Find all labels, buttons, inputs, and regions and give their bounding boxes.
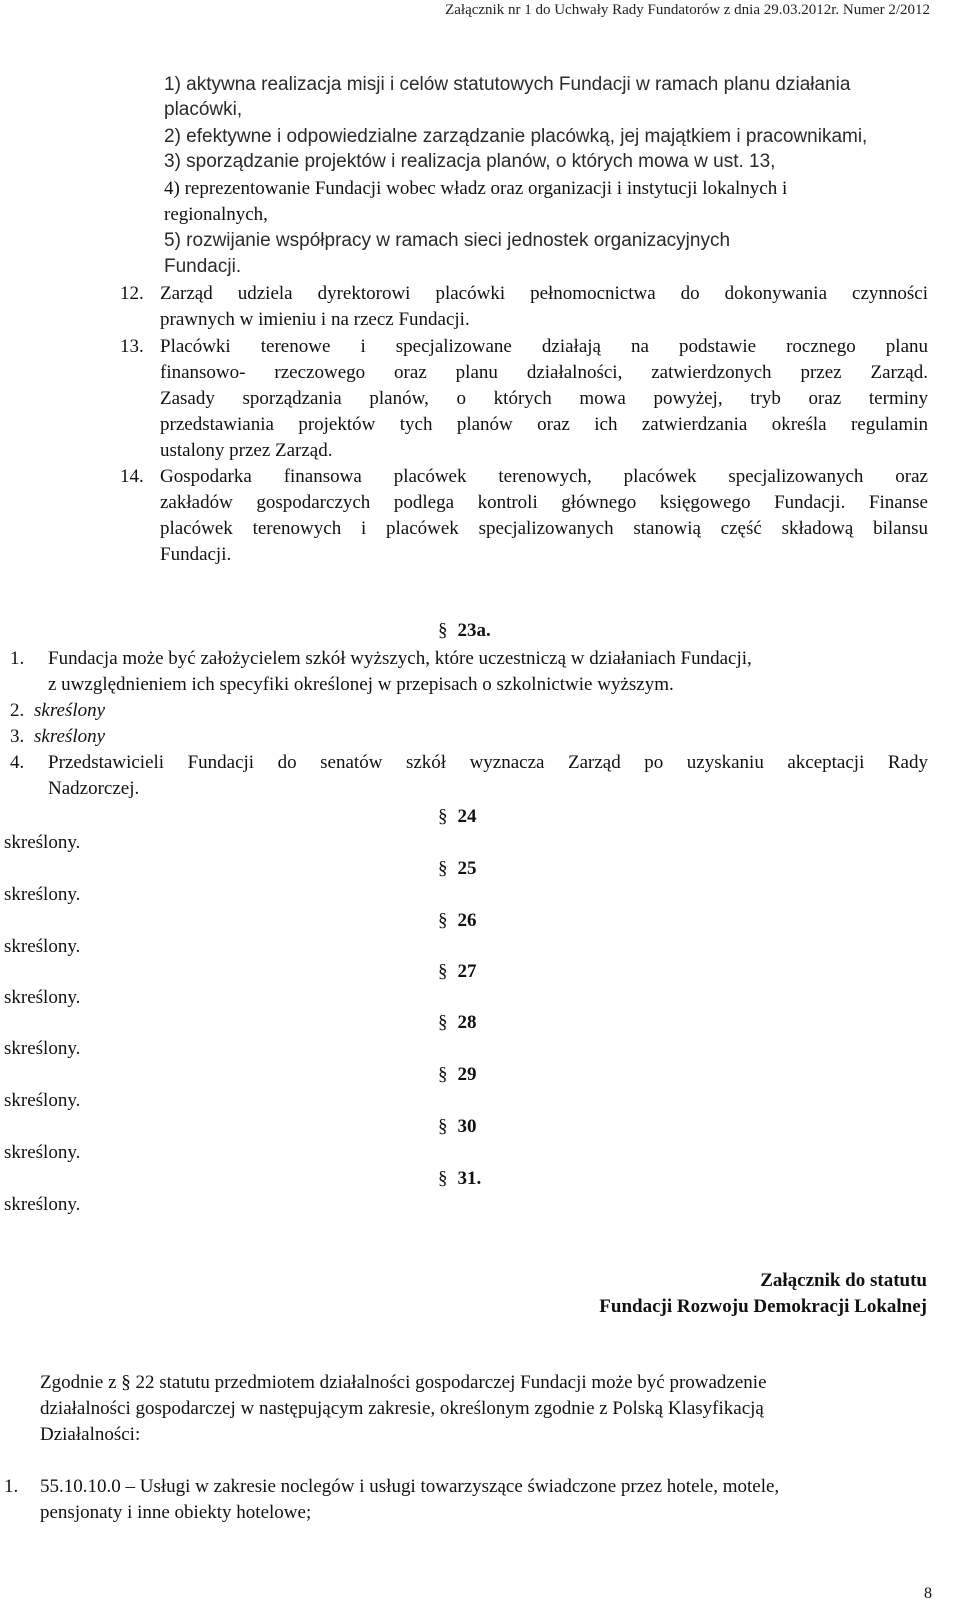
page-header: Załącznik nr 1 do Uchwały Rady Fundatorów z dnia 29.03.2012r. Numer 2/2012	[445, 2, 930, 18]
section-26-text: skreślony.	[4, 936, 81, 957]
section-23a-item-4-number: 4.	[10, 752, 25, 773]
section-23a-item-1-line1: Fundacja może być założycielem szkół wyższych, które uczestniczą w działaniach Fundacji,	[48, 648, 752, 669]
section-26-heading: § 26	[438, 910, 477, 931]
paragraph-13-line4: przedstawiania projektów tych planów oraz ich zatwierdzania określa regulamin	[160, 414, 928, 435]
section-23a-item-1-line2: z uwzględnieniem ich specyfiki określonej w przepisach o szkolnictwie wyższym.	[48, 674, 674, 695]
annex-title-line1: Załącznik do statutu	[760, 1270, 927, 1291]
list-item-4-line2: regionalnych,	[164, 204, 268, 225]
paragraph-14-line2: zakładów gospodarczych podlega kontroli głównego księgowego Fundacji. Finanse	[160, 492, 928, 513]
section-23a-item-3-number: 3.	[10, 726, 25, 747]
paragraph-13-line3: Zasady sporządzania planów, o których mowa powyżej, tryb oraz terminy	[160, 388, 928, 409]
paragraph-14-line4: Fundacji.	[160, 544, 232, 565]
section-29-mark: §	[438, 1064, 448, 1085]
section-24-text: skreślony.	[4, 832, 81, 853]
section-28-heading: § 28	[438, 1012, 477, 1033]
section-31-mark: §	[438, 1168, 448, 1189]
annex-intro-line2: działalności gospodarczej w następującym zakresie, określonym zgodnie z Polską Klasyfikacją	[40, 1398, 764, 1419]
section-27-mark: §	[438, 961, 448, 982]
paragraph-12-line1: Zarząd udziela dyrektorowi placówki pełnomocnictwa do dokonywania czynności	[160, 283, 928, 304]
section-31-text: skreślony.	[4, 1194, 81, 1215]
list-item-1-line2: placówki,	[164, 99, 243, 120]
paragraph-13-line2: finansowo- rzeczowego oraz planu działalności, zatwierdzonych przez Zarząd.	[160, 362, 928, 383]
paragraph-13-line5: ustalony przez Zarząd.	[160, 440, 333, 461]
section-28-text: skreślony.	[4, 1038, 81, 1059]
section-31-heading: § 31.	[438, 1168, 482, 1189]
section-30-mark: §	[438, 1116, 448, 1137]
section-25-mark: §	[438, 858, 448, 879]
paragraph-13-line1: Placówki terenowe i specjalizowane działają na podstawie rocznego planu	[160, 336, 928, 357]
section-23a-heading	[438, 620, 491, 642]
annex-intro-line3: Działalności:	[40, 1424, 141, 1445]
list-item-3: 3) sporządzanie projektów i realizacja planów, o których mowa w ust. 13,	[164, 151, 776, 172]
section-27-text: skreślony.	[4, 987, 81, 1008]
section-24-mark: §	[438, 806, 448, 827]
paragraph-14-line3: placówek terenowych i placówek specjalizowanych stanowią część składową bilansu	[160, 518, 928, 539]
section-30-heading: § 30	[438, 1116, 477, 1137]
section-23a-item-2: skreślony	[34, 700, 106, 721]
section-23a-item-2-number: 2.	[10, 700, 25, 721]
section-30-text: skreślony.	[4, 1142, 81, 1163]
section-23a-item-4-line2: Nadzorczej.	[48, 778, 140, 799]
section-23a-item-3: skreślony	[34, 726, 106, 747]
page-number: 8	[924, 1585, 932, 1602]
list-item-5-line1: 5) rozwijanie współpracy w ramach sieci jednostek organizacyjnych	[164, 230, 731, 251]
section-24-heading: § 24	[438, 806, 477, 827]
section-23a-item-4-line1: Przedstawicieli Fundacji do senatów szkół wyznacza Zarząd po uzyskaniu akceptacji Rady	[48, 752, 928, 773]
paragraph-14-number: 14.	[120, 466, 144, 487]
annex-title-line2: Fundacji Rozwoju Demokracji Lokalnej	[599, 1296, 927, 1317]
section-25-heading: § 25	[438, 858, 477, 879]
annex-item-1-line1: 55.10.10.0 – Usługi w zakresie noclegów i usługi towarzyszące świadczone przez hotele, motele,	[40, 1476, 780, 1497]
section-26-mark: §	[438, 910, 448, 931]
list-item-1-line1: 1) aktywna realizacja misji i celów statutowych Fundacji w ramach planu działania	[164, 74, 851, 95]
section-23a-mark: §	[438, 620, 448, 641]
list-item-2: 2) efektywne i odpowiedzialne zarządzanie placówką, jej majątkiem i pracownikami,	[164, 126, 868, 147]
list-item-5-line2: Fundacji.	[164, 256, 242, 277]
section-23a-title: 23a.	[457, 620, 491, 641]
paragraph-13-number: 13.	[120, 336, 144, 357]
section-23a-item-1-number: 1.	[10, 648, 25, 669]
section-25-text: skreślony.	[4, 884, 81, 905]
list-item-4-line1: 4) reprezentowanie Fundacji wobec władz oraz organizacji i instytucji lokalnych i	[164, 178, 788, 199]
annex-item-1-line2: pensjonaty i inne obiekty hotelowe;	[40, 1502, 312, 1523]
paragraph-12-number: 12.	[120, 283, 144, 304]
section-29-heading: § 29	[438, 1064, 477, 1085]
section-29-text: skreślony.	[4, 1090, 81, 1111]
annex-intro-line1: Zgodnie z § 22 statutu przedmiotem działalności gospodarczej Fundacji może być prowadzenie	[40, 1372, 767, 1393]
paragraph-14-line1: Gospodarka finansowa placówek terenowych, placówek specjalizowanych oraz	[160, 466, 928, 487]
section-28-mark: §	[438, 1012, 448, 1033]
annex-item-1-number: 1.	[4, 1476, 19, 1497]
paragraph-12-line2: prawnych w imieniu i na rzecz Fundacji.	[160, 309, 470, 330]
section-27-heading: § 27	[438, 961, 477, 982]
